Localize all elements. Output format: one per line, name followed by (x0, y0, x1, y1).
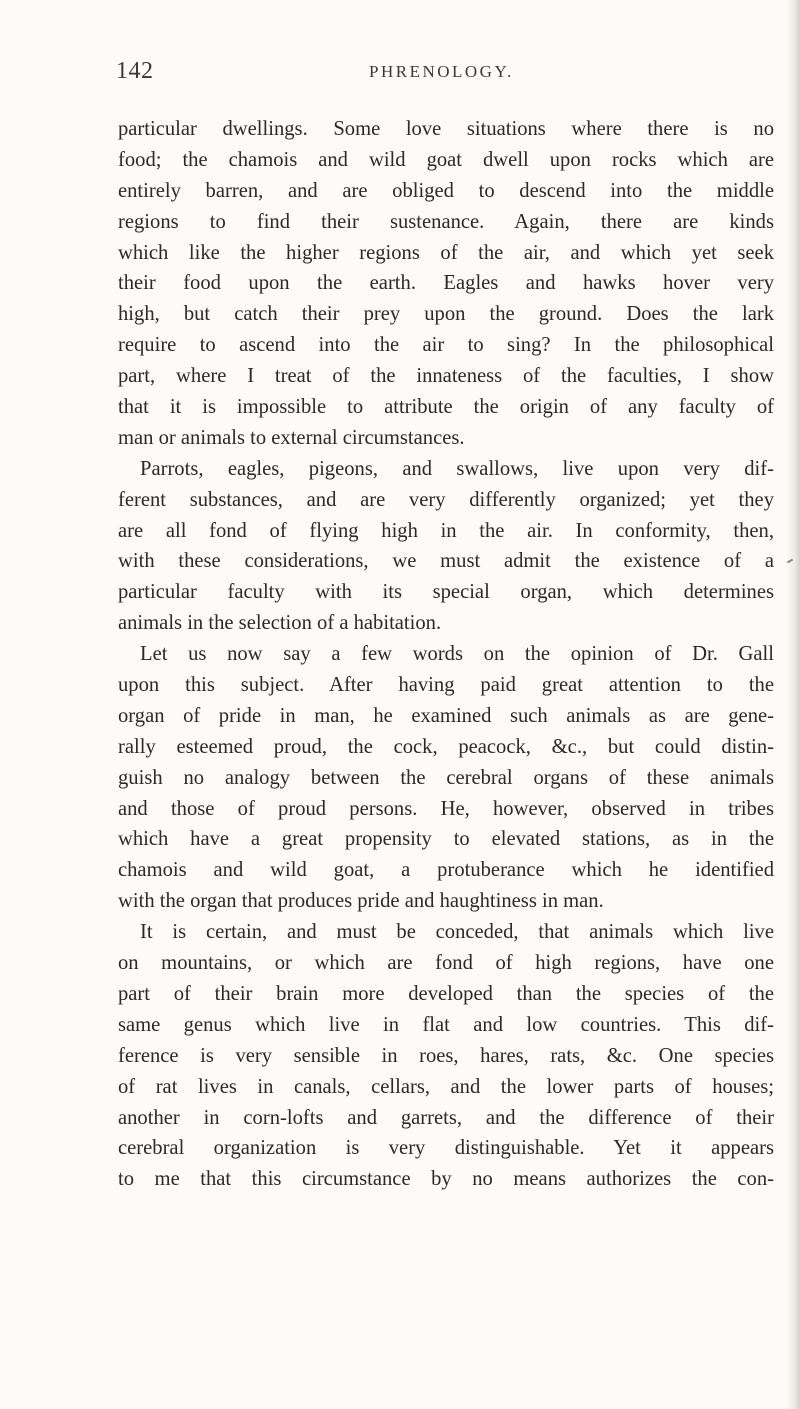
page-number: 142 (116, 58, 154, 84)
text-line: guish no analogy between the cerebral organs of these animals (118, 766, 774, 789)
text-line: part of their brain more developed than the species of the (118, 982, 774, 1005)
text-line: cerebral organization is very distinguishable. Yet it appears (118, 1137, 774, 1160)
text-line: particular faculty with its special organ, which determines (118, 581, 774, 604)
text-line: entirely barren, and are obliged to descend into the middle (118, 179, 774, 202)
text-line: and those of proud persons. He, however, observed in tribes (118, 797, 774, 820)
text-line: regions to find their sustenance. Again, there are kinds (118, 210, 774, 233)
text-line: organ of pride in man, he examined such animals as are gene- (118, 704, 774, 727)
text-line: food; the chamois and wild goat dwell upon rocks which are (118, 148, 774, 171)
running-title: PHRENOLOGY. (369, 62, 514, 81)
page-edge-shadow (786, 0, 800, 1409)
text-line: are all fond of flying high in the air. In conformity, then, (118, 519, 774, 542)
text-line: which like the higher regions of the air, and which yet seek (118, 241, 774, 264)
text-line: that it is impossible to attribute the origin of any faculty of (118, 396, 774, 419)
text-line: particular dwellings. Some love situations where there is no (118, 118, 774, 140)
text-line: same genus which live in flat and low countries. This dif- (118, 1013, 774, 1036)
text-line: require to ascend into the air to sing? In the philosophical (118, 334, 774, 357)
text-line: which have a great propensity to elevated stations, as in the (118, 828, 774, 851)
text-line: on mountains, or which are fond of high regions, have one (118, 952, 774, 975)
text-line: ferent substances, and are very differently organized; yet they (118, 488, 774, 511)
text-line: with the organ that produces pride and haughtiness in man. (118, 890, 604, 913)
text-line: to me that this circumstance by no means authorizes the con- (118, 1168, 774, 1191)
text-line: animals in the selection of a habitation. (118, 612, 442, 635)
text-line: ference is very sensible in roes, hares, rats, &c. One species (118, 1044, 774, 1067)
text-line: their food upon the earth. Eagles and hawks hover very (118, 272, 774, 295)
text-line: with these considerations, we must admit the existence of a (118, 550, 774, 573)
text-line: It is certain, and must be conceded, that animals which live (140, 921, 774, 944)
text-line: high, but catch their prey upon the ground. Does the lark (118, 303, 774, 326)
text-line: another in corn-lofts and garrets, and the difference of their (118, 1106, 774, 1129)
body-text (118, 114, 774, 1195)
text-line: Let us now say a few words on the opinion of Dr. Gall (140, 643, 774, 666)
page-header (116, 58, 756, 98)
text-line: upon this subject. After having paid great attention to the (118, 674, 774, 697)
text-line: of rat lives in canals, cellars, and the lower parts of houses; (118, 1075, 774, 1098)
text-line: man or animals to external circumstances. (118, 426, 465, 449)
text-line: chamois and wild goat, a protuberance which he identified (118, 859, 774, 882)
text-line: part, where I treat of the innateness of the faculties, I show (118, 365, 774, 388)
text-line: rally esteemed proud, the cock, peacock, &c., but could distin- (118, 735, 774, 758)
text-line: Parrots, eagles, pigeons, and swallows, live upon very dif- (140, 457, 774, 480)
